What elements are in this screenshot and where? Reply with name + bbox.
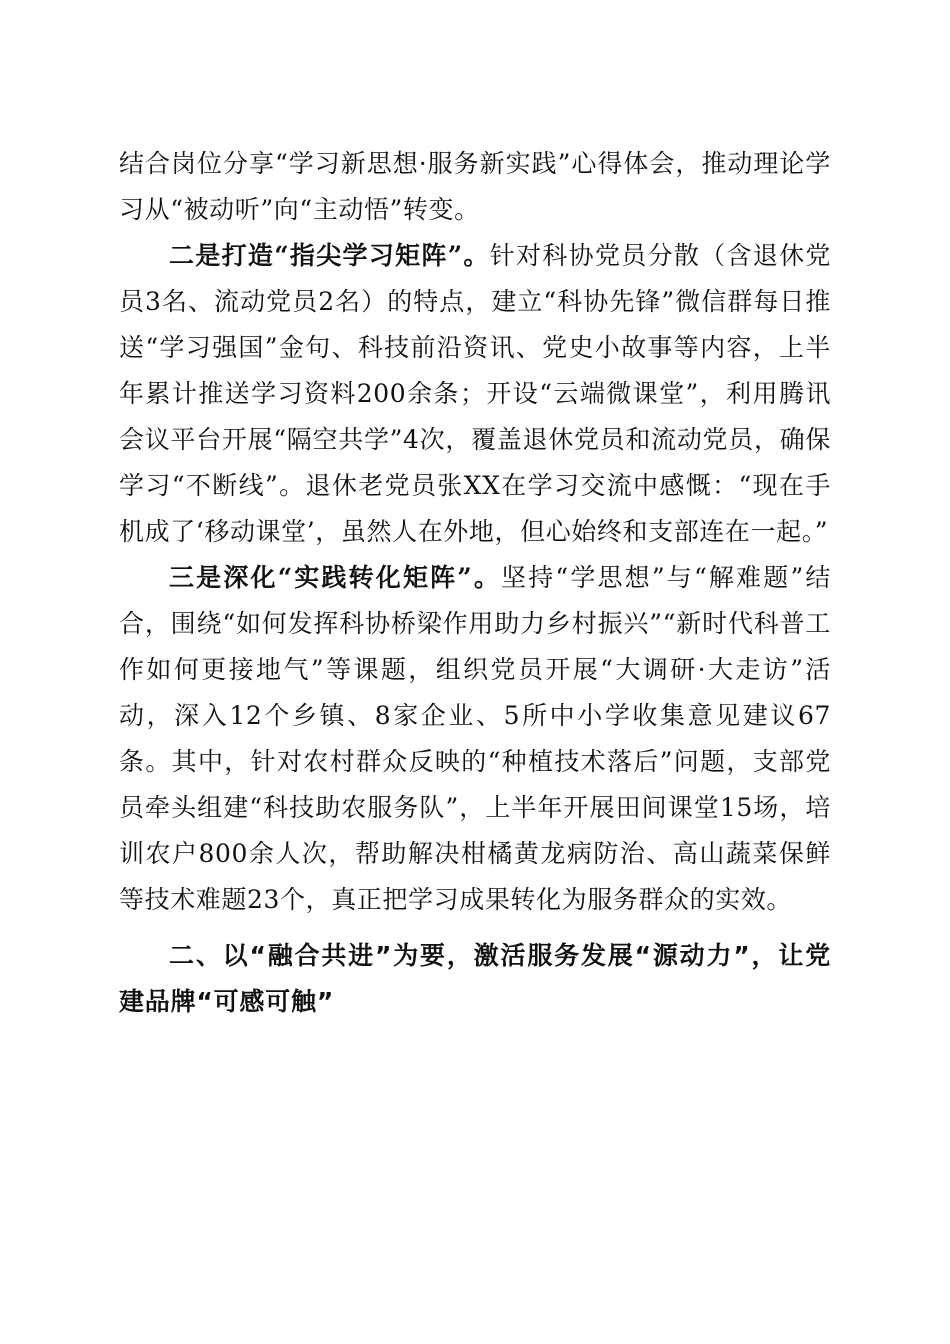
section-heading: 二、以“融合共进”为要，激活服务发展“源动力”，让党建品牌“可感可触” [119, 941, 831, 1016]
paragraph-continuation [119, 141, 831, 233]
document-page [119, 141, 831, 1025]
paragraph-practice-transformation [119, 555, 831, 923]
paragraph-fingertip-learning [119, 233, 831, 555]
paragraph-text: 结合岗位分享“学习新思想·服务新实践”心得体会，推动理论学习从“被动听”向“主动悟”转变。 [119, 149, 831, 224]
paragraph-lead: 三是深化“实践转化矩阵”。 [169, 563, 502, 592]
paragraph-text: 针对科协党员分散（含退休党员3名、流动党员2名）的特点，建立“科协先锋”微信群每日推送“学习强国”金句、科技前沿资讯、党史小故事等内容，上半年累计推送学习资料200余条；开设“云端微课堂”，利用腾讯会议平台开展“隔空共学”4次，覆盖退休党员和流动党员，确保学习“不断线”。退休老党员张XX在学习交流中感慨：“现在手机成了‘移动课堂’，虽然人在外地，但心始终和支部连在一起。” [119, 241, 831, 546]
paragraph-text: 坚持“学思想”与“解难题”结合，围绕“如何发挥科协桥梁作用助力乡村振兴”“新时代科普工作如何更接地气”等课题，组织党员开展“大调研·大走访”活动，深入12个乡镇、8家企业、5所中小学收集意见建议67条。其中，针对农村群众反映的“种植技术落后”问题，支部党员牵头组建“科技助农服务队”，上半年开展田间课堂15场，培训农户800余人次，帮助解决柑橘黄龙病防治、高山蔬菜保鲜等技术难题23个，真正把学习成果转化为服务群众的实效。 [119, 563, 831, 914]
paragraph-lead: 二是打造“指尖学习矩阵”。 [169, 241, 490, 270]
